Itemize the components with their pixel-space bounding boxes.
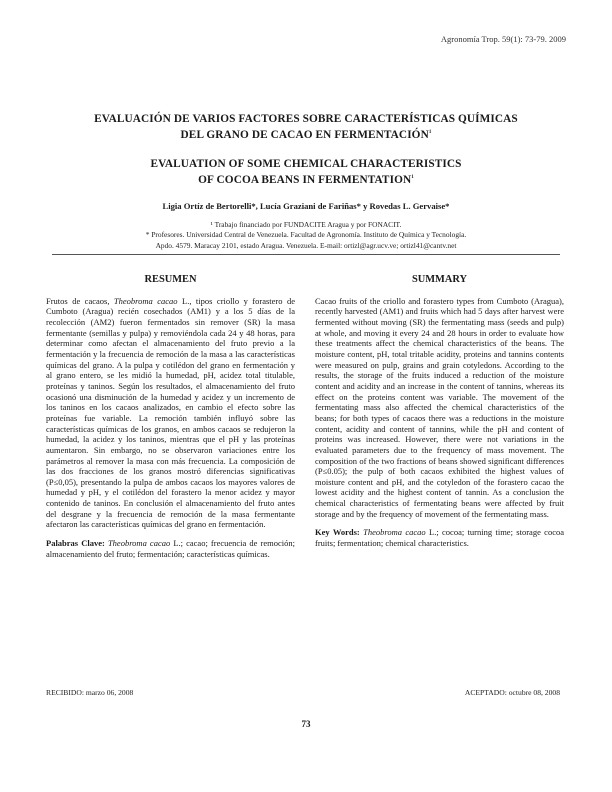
title-english-line2: OF COCOA BEANS IN FERMENTATION bbox=[198, 173, 412, 186]
title-english-footnote-mark: 1 bbox=[411, 174, 414, 180]
resumen-body-start: Frutos de cacaos, bbox=[46, 295, 114, 306]
key-words-list: L.; cocoa; turning time; storage cocoa fruits; fermentation; chemical characteristics. bbox=[315, 527, 565, 549]
resumen-column bbox=[46, 275, 295, 559]
accepted-date: ACEPTADO: octubre 08, 2008 bbox=[464, 688, 560, 697]
palabras-clave bbox=[46, 538, 295, 559]
summary-body: Cacao fruits of the criollo and forastero types from Cumboto (Aragua), recently harvested (AM1) and fruits which had 5 days after harvest were fermented without moving (SR) the fermentating mass (seeds and pulp) at whole, and moving it every 24 and 28 hours in order to evaluate how these treatments affect the chemical characteristics of the beans. The moisture content, pH, total tritable acidity, proteins and tannins contents were measured on pulp, grains and grain cotyledons. According to the results, the storage of the fruits induced a reduction of the moisture content and acidity and an increase in the content of tannins, whereas its effect on the proteins content was variable. The movement of the fermentating mass also affected the chemical characteristics of the beans; for both types of cacaos there was a reductions in the moisture content, acidity and content of tannins, while the pH and content of proteins was increased. However, there were not variations in the evaluated parameters due to the frequency of mass movement. The composition of the two fractions of beans showed significant differences (P≤0.05); the pulp of both cacaos exhibited the highest values of moisture content and pH, and the cotyledon of the forastero cacao the lowest acidity and the highest content of tannin. As a conclusion the chemical characteristics of fermentating beans were affected by fruit storage and by the frequency of movement of the fermentating mass. bbox=[315, 295, 564, 519]
key-words-species: Theobroma cacao bbox=[363, 527, 426, 538]
received-date: RECIBIDO: marzo 06, 2008 bbox=[46, 688, 134, 697]
page-number: 73 bbox=[301, 719, 311, 729]
authors: Ligia Ortíz de Bertorelli*, Lucía Graziani de Fariñas* y Rovedas L. Gervaise* bbox=[162, 200, 450, 211]
section-divider bbox=[52, 254, 560, 255]
title-block bbox=[40, 112, 572, 251]
title-english bbox=[40, 157, 572, 187]
affiliation-address: Apdo. 4579. Maracay 2101, estado Aragua. Venezuela. E-mail: ortizl@agr.ucv.ve; ortizl41@cantv.net bbox=[155, 240, 457, 250]
funding-note: ¹ Trabajo financiado por FUNDACITE Aragua y por FONACIT. bbox=[210, 219, 402, 229]
key-words bbox=[315, 527, 564, 548]
title-spanish-line2: DEL GRANO DE CACAO EN FERMENTACIÓN bbox=[180, 128, 429, 141]
title-spanish-line1: EVALUACIÓN DE VARIOS FACTORES SOBRE CARACTERÍSTICAS QUÍMICAS bbox=[94, 113, 518, 125]
title-spanish bbox=[40, 112, 572, 142]
affiliations bbox=[40, 220, 572, 252]
journal-citation: Agronomía Trop. 59(1): 73-79. 2009 bbox=[440, 34, 566, 44]
palabras-clave-label: Palabras Clave: bbox=[46, 538, 105, 549]
affiliation-institution: * Profesores. Universidad Central de Venezuela. Facultad de Agronomía. Instituto de Química y Tecnología. bbox=[145, 230, 467, 240]
summary-heading: SUMMARY bbox=[411, 274, 468, 285]
palabras-clave-species: Theobroma cacao bbox=[107, 538, 171, 549]
key-words-label: Key Words: bbox=[315, 527, 360, 538]
resumen-body-rest: L., tipos criollo y forastero de Cumboto (Aragua) recién cosechados (AM1) y a los 5 días de la recolección (AM2) fueron fermentados sin remover (SR) la masa fermentante (semillas y pulpa) y removiéndola cada 24 y 48 horas, para determinar como afectan el almacenamiento del fruto previo a la fermentación y la frecuencia de remoción de la masa a las características químicas del grano. A la pulpa y cotilédon del grano en fermentación y al grano entero, se les midió la humedad, pH, acidez total titulable, proteínas y taninos. Según los resultados, el almacenamiento del fruto ocasionó una disminución de la humedad y acidez y un incremento de los taninos en los cacaos analizados, en cambio el efecto sobre las proteínas fue variable. La remoción también influyó sobre las características químicas de los granos, en ambos cacaos se redujeron la humedad, la acidez y los taninos, mientras que el pH y las proteínas aumentaron. Sin embargo, no se observaron variaciones entre los parámetros al remover la masa con más frecuencia. La composición de las dos fracciones de los granos mostró diferencias significativas (P≤0,05), presentando la pulpa de ambos cacaos los mayores valores de humedad y pH, y el cotilédon del forastero la menor acidez y mayor contenido de taninos. En conclusión el almacenamiento del fruto antes del desgrane y la frecuencia de remoción de la masa fermentante afectaron las características químicas del grano en fermentación. bbox=[46, 295, 295, 530]
resumen-body bbox=[46, 296, 295, 530]
resumen-species: Theobroma cacao bbox=[113, 295, 178, 306]
title-english-line1: EVALUATION OF SOME CHEMICAL CHARACTERISTICS bbox=[150, 157, 462, 170]
title-spanish-footnote-mark: 1 bbox=[428, 130, 432, 135]
resumen-heading: RESUMEN bbox=[144, 274, 197, 285]
summary-column bbox=[315, 275, 564, 549]
palabras-clave-list: L.; cacao; frecuencia de remoción; almacenamiento del fruto; fermentación; características químicas. bbox=[46, 538, 295, 559]
